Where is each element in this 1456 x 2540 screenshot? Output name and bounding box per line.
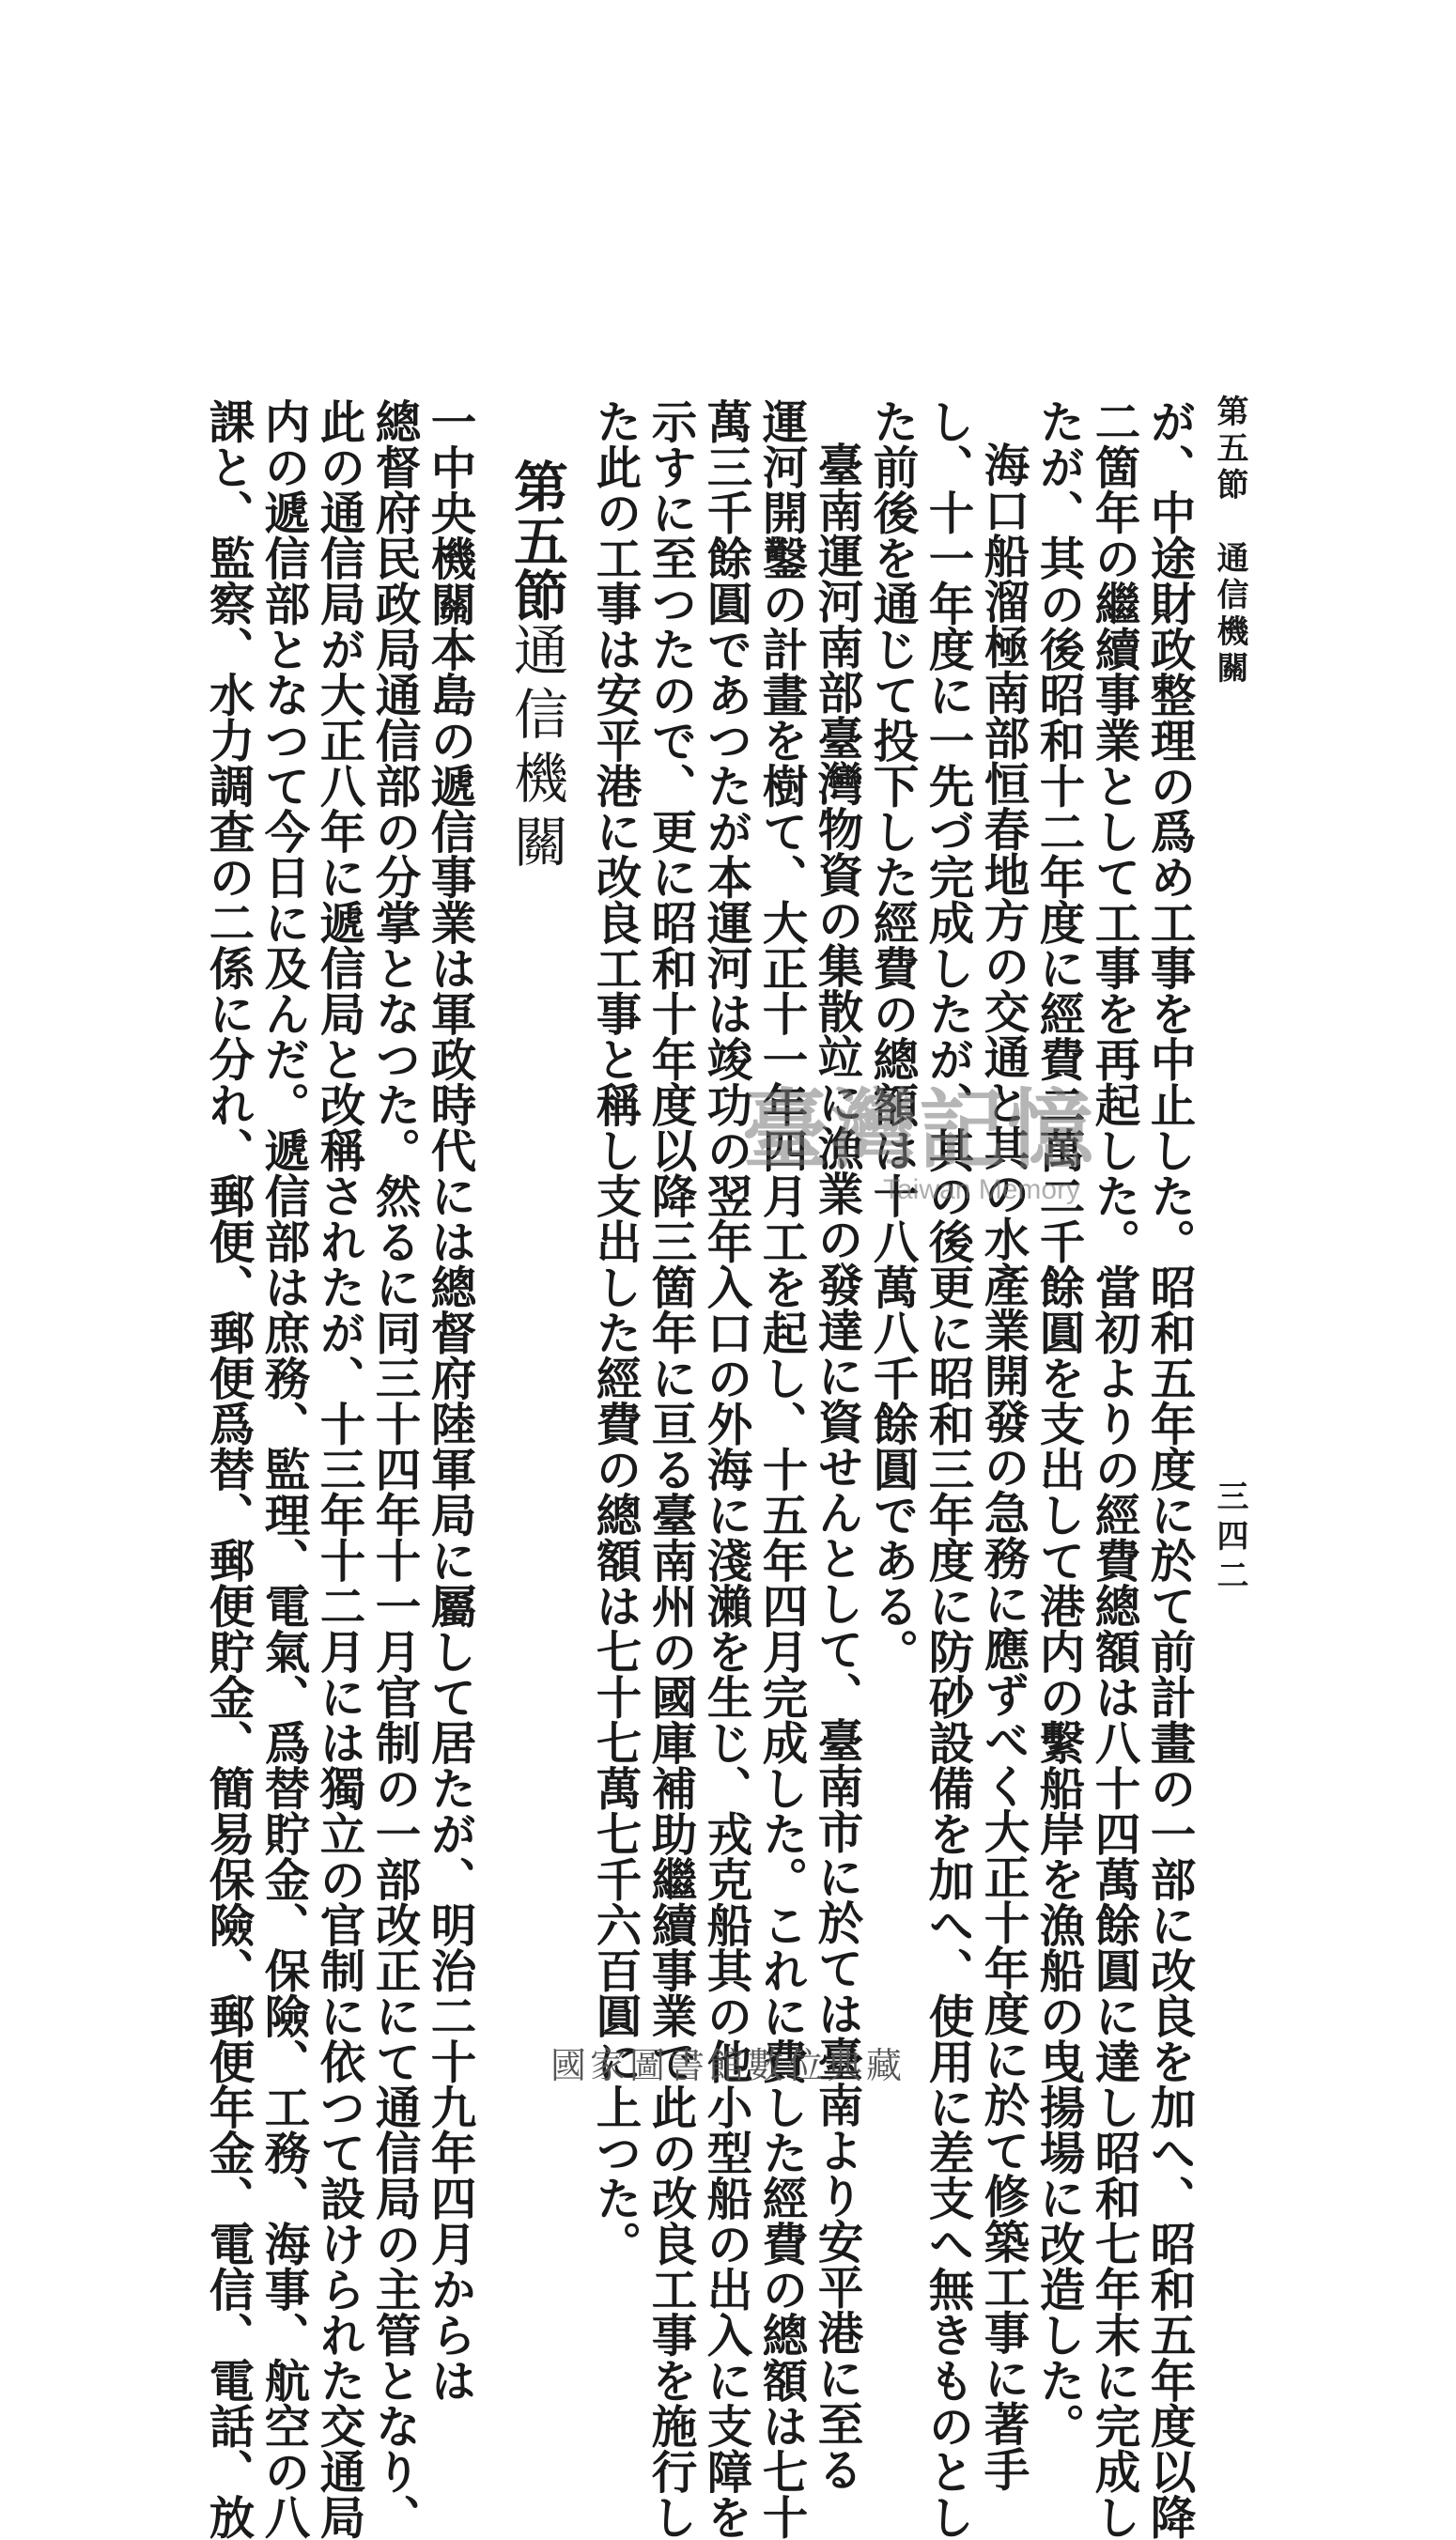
paragraph-keyword: 中央機關 bbox=[423, 443, 476, 627]
paragraph-keyword: 臺南運河 bbox=[810, 441, 863, 624]
page-number: 三四二 bbox=[1211, 1479, 1248, 1598]
column-text: が、中途財政整理の爲め工事を中止した。昭和五年度に於て前計畫の一部に改良を加へ、昭和五年度以降 bbox=[1142, 398, 1196, 2540]
watermark-logo: 臺灣記憶 bbox=[742, 1079, 1096, 1181]
column-text: 課と、監察、水力調查の二係に分れ、郵便、郵便爲替、郵便貯金、簡易保險、郵便年金、電信、電話、放 bbox=[201, 398, 255, 2540]
paragraph-keyword: 海口船溜 bbox=[976, 441, 1030, 624]
section-heading bbox=[503, 458, 569, 984]
column-text: 萬三千餘圓であつたが本運河は竣功の翌年入口の外海に淺瀨を生じ、戎克船其の他小型船の出入に支障を bbox=[699, 398, 752, 2540]
section-title: 通信機關 bbox=[504, 622, 568, 877]
text-column bbox=[312, 398, 365, 2540]
column-text: たが、其の後昭和十二年度に經費二萬二千餘圓を支出して港内の繫船岸を漁船の曳揚場に改造した。 bbox=[1031, 398, 1085, 2449]
running-head: 第五節 通信機關 bbox=[1211, 395, 1248, 688]
column-text: た前後を通じて投下した經費の總額は十八萬八千餘圓である。 bbox=[865, 398, 919, 1674]
section-number: 第五節 bbox=[504, 458, 568, 622]
text-column bbox=[1087, 398, 1140, 2540]
column-text: し、十一年度に一先づ完成したが、其の後更に昭和三年度に防砂設備を加へ、使用に差支へ無きものとし bbox=[921, 398, 974, 2540]
footer-credit: 國家圖書館數位典藏 bbox=[550, 2045, 906, 2086]
column-text: 本島の遞信事業は軍政時代には總督府陸軍局に屬して居たが、明治二十九年四月からは bbox=[423, 626, 476, 2403]
column-text: た此の工事は安平港に改良工事と稱し支出した經費の總額は七十七萬七千六百圓に上つた。 bbox=[588, 398, 642, 2267]
text-column bbox=[643, 398, 697, 2540]
column-text: 運河開鑿の計畫を樹て、大正十一年四月工を起し、十五年四月完成した。これに費した經費の總額は七十 bbox=[754, 398, 808, 2540]
column-text: 總督府民政局通信部の分掌となつた。然るに同三十四年十一月官制の一部改正にて通信局の主管となり、 bbox=[367, 398, 421, 2540]
column-text: 極南部恒春地方の交通と其の水產業開發の急務に應ずべく大正十年度に於て修築工事に著手 bbox=[976, 624, 1030, 2492]
text-column bbox=[423, 398, 476, 2403]
column-text: 内の遞信部となつて今日に及んだ。遞信部は庶務、監理、電氣、爲替貯金、保險、工務、海事、航空の八 bbox=[256, 398, 310, 2540]
text-column bbox=[201, 398, 255, 2540]
text-column bbox=[256, 398, 310, 2540]
column-text: 南部臺灣物資の集散竝に漁業の發達に資せんとして、臺南市に於ては臺南より安平港に至る bbox=[810, 624, 863, 2492]
text-column bbox=[367, 398, 421, 2540]
column-text: 示すに至つたので、更に昭和十年度以降三箇年に亘る臺南州の國庫補助繼續事業で此の改良工事を施行し bbox=[643, 398, 697, 2540]
item-number: 一 bbox=[423, 398, 476, 444]
text-column bbox=[1142, 398, 1196, 2540]
column-text: 此の通信局が大正八年に遞信局と改稱されたが、十三年十二月には獨立の官制に依つて設けられた交通局 bbox=[312, 398, 365, 2540]
column-text: 二箇年の繼續事業として工事を再起した。當初よりの經費總額は八十四萬餘圓に達し昭和七年末に完成し bbox=[1087, 398, 1140, 2540]
watermark-subtext: Taiwan Memory bbox=[883, 1174, 1081, 1205]
text-column bbox=[588, 398, 642, 2267]
